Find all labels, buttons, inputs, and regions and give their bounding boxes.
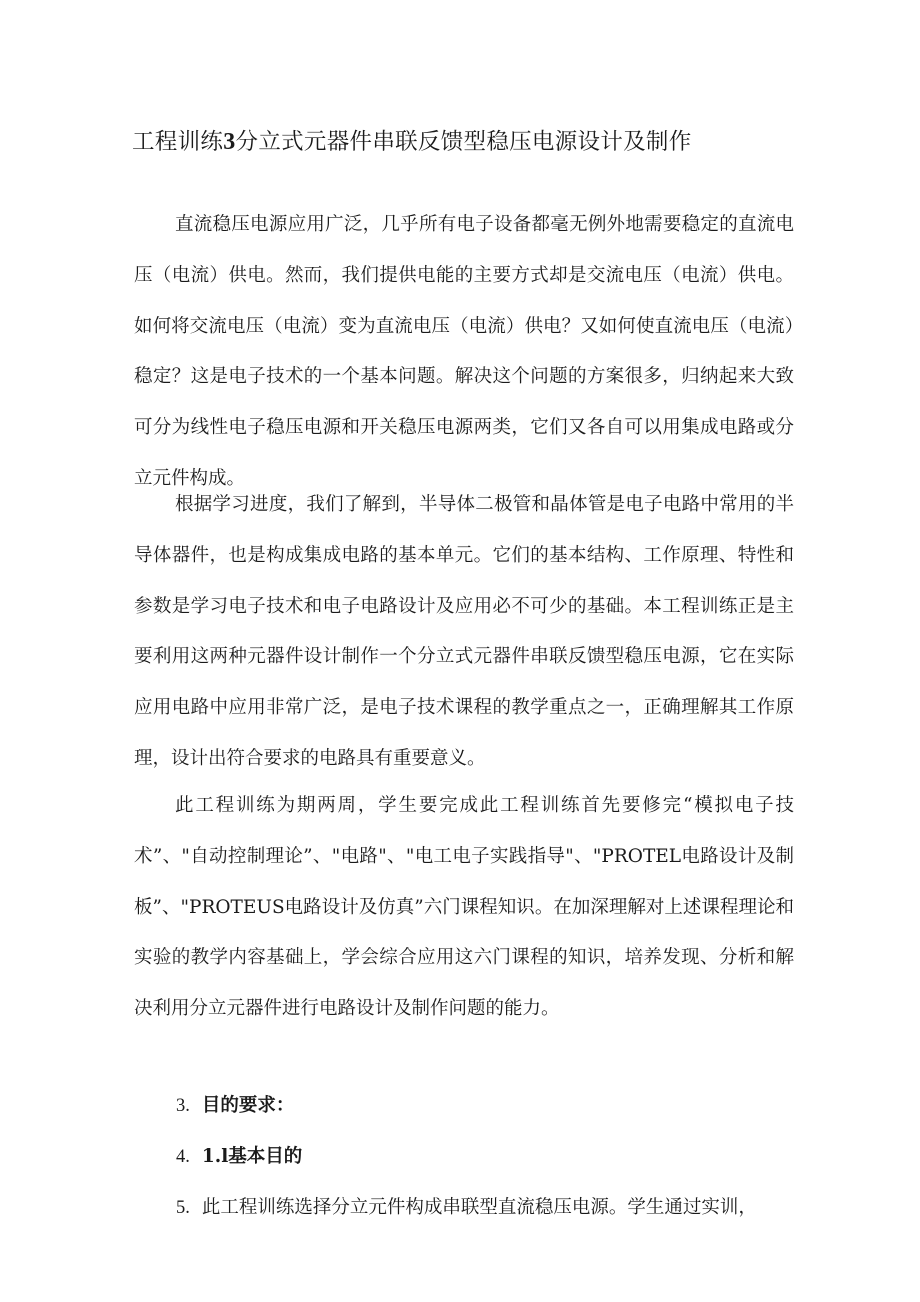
paragraph-course-requirements: 此工程训练为期两周，学生要完成此工程训练首先要修完“模拟电子技术”、"自动控制理论”、"电路"、"电工电子实践指导"、"PROTEL电路设计及制板”、"PROTEUS电路设计及仿真”六门课程知识。在加深理解对上述课程理论和实验的教学内容基础上，学会综合应用这六门课程的知识，培养发现、分析和解决利用分立元器件进行电路设计及制作问题的能力。: [134, 795, 794, 1020]
item-text: 此工程训练选择分立元件构成串联型直流稳压电源。学生通过实训，: [201, 1197, 757, 1218]
item-number: 4.: [176, 1147, 190, 1167]
title-prefix: 工程训练: [132, 129, 224, 155]
item-text: 1.l基本目的: [201, 1146, 303, 1167]
document-title: [132, 122, 832, 162]
section-heading-objectives: [176, 1081, 294, 1131]
title-suffix: 分立式元器件串联反馈型稳压电源设计及制作: [235, 129, 692, 155]
paragraph-intro: 直流稳压电源应用广泛，几乎所有电子设备都毫无例外地需要稳定的直流电压（电流）供电。然而，我们提供电能的主要方式却是交流电压（电流）供电。如何将交流电压（电流）变为直流电压（电流）供电？又如何使直流电压（电流）稳定？这是电子技术的一个基本问题。解决这个问题的方案很多，归纳起来大致可分为线性电子稳压电源和开关稳压电源两类，它们又各自可以用集成电路或分立元件构成。: [134, 214, 794, 489]
list-item-purpose-text: [176, 1183, 757, 1233]
item-number: 3.: [176, 1096, 190, 1116]
title-number: 3: [223, 129, 236, 155]
item-number: 5.: [176, 1198, 190, 1218]
item-text: 目的要求：: [201, 1095, 295, 1116]
paragraph-background: 根据学习进度，我们了解到，半导体二极管和晶体管是电子电路中常用的半导体器件，也是构成集成电路的基本单元。它们的基本结构、工作原理、特性和参数是学习电子技术和电子电路设计及应用必不可少的基础。本工程训练正是主要利用这两种元器件设计制作一个分立式元器件串联反馈型稳压电源，它在实际应用电路中应用非常广泛，是电子技术课程的教学重点之一，正确理解其工作原理，设计出符合要求的电路具有重要意义。: [134, 494, 794, 769]
section-heading-basic-purpose: [176, 1132, 302, 1182]
